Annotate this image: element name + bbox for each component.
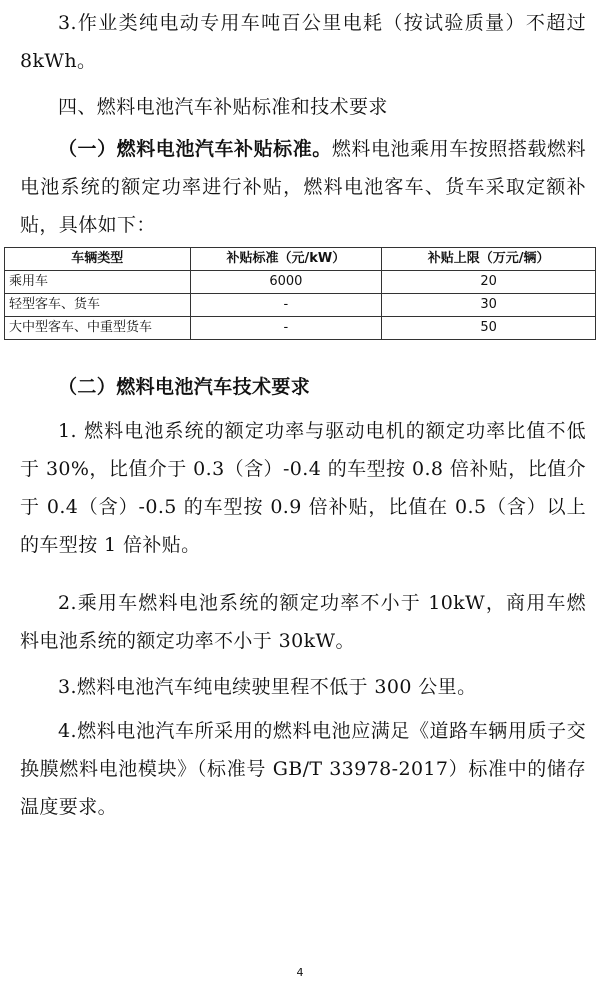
header-vehicle-type: 车辆类型 bbox=[5, 248, 191, 271]
paragraph-rated-power: 2.乘用车燃料电池系统的额定功率不小于 10kW，商用车燃料电池系统的额定功率不小于 30kW。 bbox=[20, 592, 586, 652]
page-number: 4 bbox=[296, 966, 304, 979]
cell-subsidy-cap: 30 bbox=[382, 294, 596, 317]
paragraph-storage-temperature: 4.燃料电池汽车所采用的燃料电池应满足《道路车辆用质子交换膜燃料电池模块》（标准号 GB/T 33978-2017）标准中的储存温度要求。 bbox=[20, 720, 586, 818]
subsection-heading-technical-requirements: （二）燃料电池汽车技术要求 bbox=[58, 376, 311, 398]
subsidy-table bbox=[4, 247, 596, 340]
cell-vehicle-type: 轻型客车、货车 bbox=[5, 294, 191, 317]
cell-subsidy-cap: 50 bbox=[382, 317, 596, 340]
header-subsidy-cap: 补贴上限（万元/辆） bbox=[382, 248, 596, 271]
section-heading-fuel-cell: 四、燃料电池汽车补贴标准和技术要求 bbox=[58, 96, 388, 118]
paragraph-energy-consumption: 3.作业类纯电动专用车吨百公里电耗（按试验质量）不超过 8kWh。 bbox=[20, 12, 586, 72]
cell-subsidy-standard: 6000 bbox=[190, 271, 382, 294]
cell-subsidy-cap: 20 bbox=[382, 271, 596, 294]
table-row bbox=[5, 271, 596, 294]
table-row bbox=[5, 317, 596, 340]
cell-subsidy-standard: - bbox=[190, 294, 382, 317]
cell-vehicle-type: 大中型客车、中重型货车 bbox=[5, 317, 191, 340]
table-header-row bbox=[5, 248, 596, 271]
table-row bbox=[5, 294, 596, 317]
header-subsidy-standard: 补贴标准（元/kW） bbox=[190, 248, 382, 271]
subsection-heading-subsidy-standard: （一）燃料电池汽车补贴标准。 bbox=[58, 138, 332, 160]
paragraph-subsidy-standard bbox=[20, 130, 586, 244]
subsidy-standard-text: 燃料电池乘用车按照搭载燃料电池系统的额定功率进行补贴，燃料电池客车、货车采取定额补贴，具体如下： bbox=[20, 138, 586, 236]
paragraph-power-ratio: 1. 燃料电池系统的额定功率与驱动电机的额定功率比值不低于 30%，比值介于 0.3（含）-0.4 的车型按 0.8 倍补贴，比值介于 0.4（含）-0.5 的车型按 0.9 倍补贴，比值在 0.5（含）以上的车型按 1 倍补贴。 bbox=[20, 420, 586, 556]
cell-subsidy-standard: - bbox=[190, 317, 382, 340]
cell-vehicle-type: 乘用车 bbox=[5, 271, 191, 294]
paragraph-driving-range: 3.燃料电池汽车纯电续驶里程不低于 300 公里。 bbox=[58, 676, 477, 698]
